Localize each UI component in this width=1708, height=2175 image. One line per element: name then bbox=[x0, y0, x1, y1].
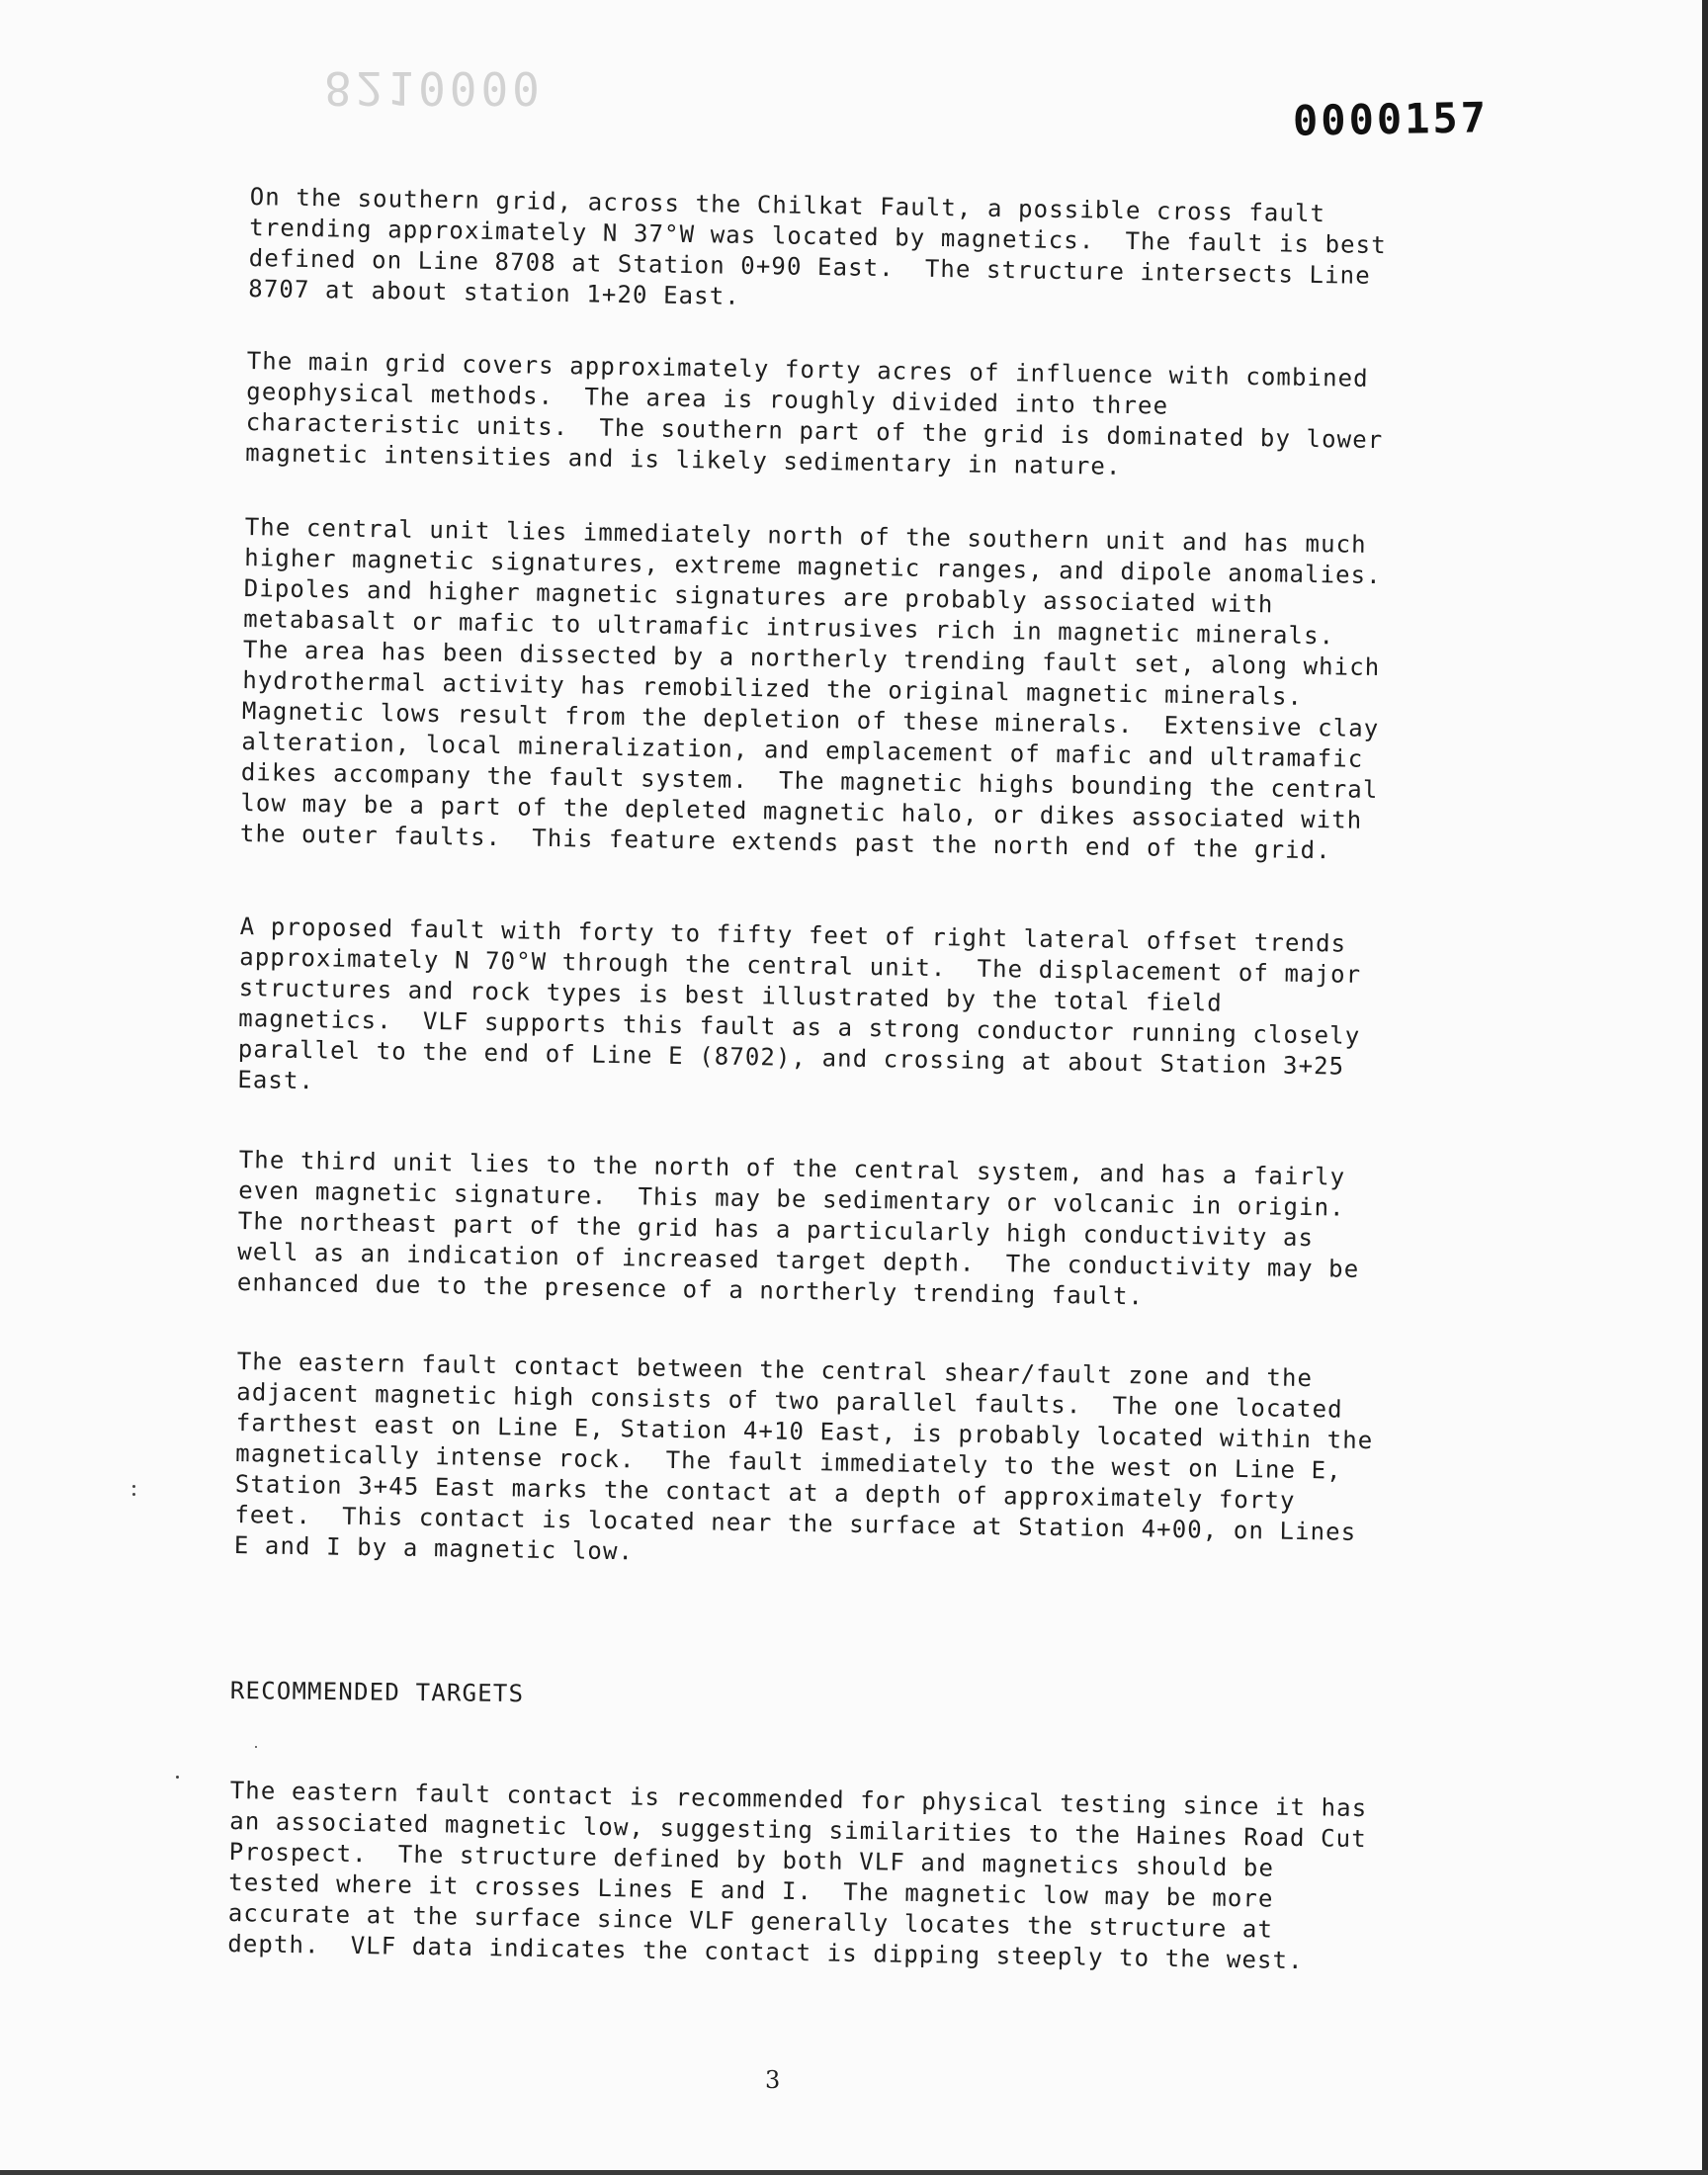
paragraph-eastern-fault-contact: The eastern fault contact between the central shear/fault zone and the adjacent magnetic high consists of two parallel faults. The one located farthest east on Line E, Station 4+10 East, is probably located within the magnetically intense rock. The fault immediately to the west on Line E, Station 3+45 East marks the contact at a depth of approximately forty feet. This contact is located near the surface at Station 4+00, on Lines E and I by a magnetic low. bbox=[233, 1347, 1374, 1566]
paragraph-central-unit: The central unit lies immediately north of the southern unit and has much higher magnetic signatures, extreme magnetic ranges, and dipole anomalies. Dipoles and higher magnetic signatures are probably associated with metabasalt or mafic to ultramafic intrusives rich in magnetic minerals. The area has been dissected by a northerly trending fault set, along which hydrothermal activity has remobilized the original magnetic minerals. Magnetic lows result from the depletion of these minerals. Extensive clay alteration, local mineralization, and emplacement of mafic and ultramafic dikes accompany the fault system. The magnetic highs bounding the central low may be a part of the depleted magnetic halo, or dikes associated with the outer faults. This feature extends past the north end of the grid. bbox=[239, 512, 1383, 865]
scan-speck bbox=[132, 1485, 135, 1488]
scan-edge-right bbox=[1702, 0, 1708, 2175]
scan-speck bbox=[132, 1493, 135, 1496]
section-heading: RECOMMENDED TARGETS bbox=[229, 1677, 525, 1708]
paragraph-southern-grid: On the southern grid, across the Chilkat Fault, a possible cross fault trending approximately N 37°W was located by magnetics. The fault is best defined on Line 8708 at Station 0+90 East. The structure intersects Line 8707 at about station 1+20 East. bbox=[248, 182, 1388, 310]
scan-speck bbox=[176, 1776, 179, 1779]
scan-speck bbox=[255, 1746, 257, 1748]
page-number: 3 bbox=[765, 2066, 781, 2094]
paragraph-third-unit: The third unit lies to the north of the central system, and has a fairly even magnetic signature. This may be sedimentary or volcanic in origin. The northeast part of the grid has a particularly high conductivity as well as an indication of increased target depth. The conductivity may be enhanced due to the presence of a northerly trending fault. bbox=[236, 1145, 1360, 1311]
scan-edge-bottom bbox=[0, 2170, 1708, 2175]
paragraph-recommended-targets: The eastern fault contact is recommended for physical testing since it has an associated magnetic low, suggesting similarities to the Haines Road Cut Prospect. The structure defined by both VLF and magnetics should be tested where it crosses Lines E and I. The magnetic low may be more accurate at the surface since VLF generally locates the structure at depth. VLF data indicates the contact is dipping steeply to the west. bbox=[227, 1776, 1368, 1975]
paragraph-proposed-fault: A proposed fault with forty to fifty feet of right lateral offset trends approximately N 70°W through the central unit. The displacement of major structures and rock types is best illustrated by the total field magnetics. VLF supports this fault as a strong conductor running closely parallel to the end of Line E (8702), and crossing at about Station 3+25 East. bbox=[237, 912, 1362, 1095]
document-number-stamp: 0000157 bbox=[1292, 93, 1490, 145]
paragraph-main-grid: The main grid covers approximately forty acres of influence with combined geophysical methods. The area is roughly divided into three characteristic units. The southern part of the grid is dominated by lower magnetic intensities and is likely sedimentary in nature. bbox=[245, 346, 1384, 480]
faint-bleed-through-stamp: 8210000 bbox=[324, 61, 544, 115]
